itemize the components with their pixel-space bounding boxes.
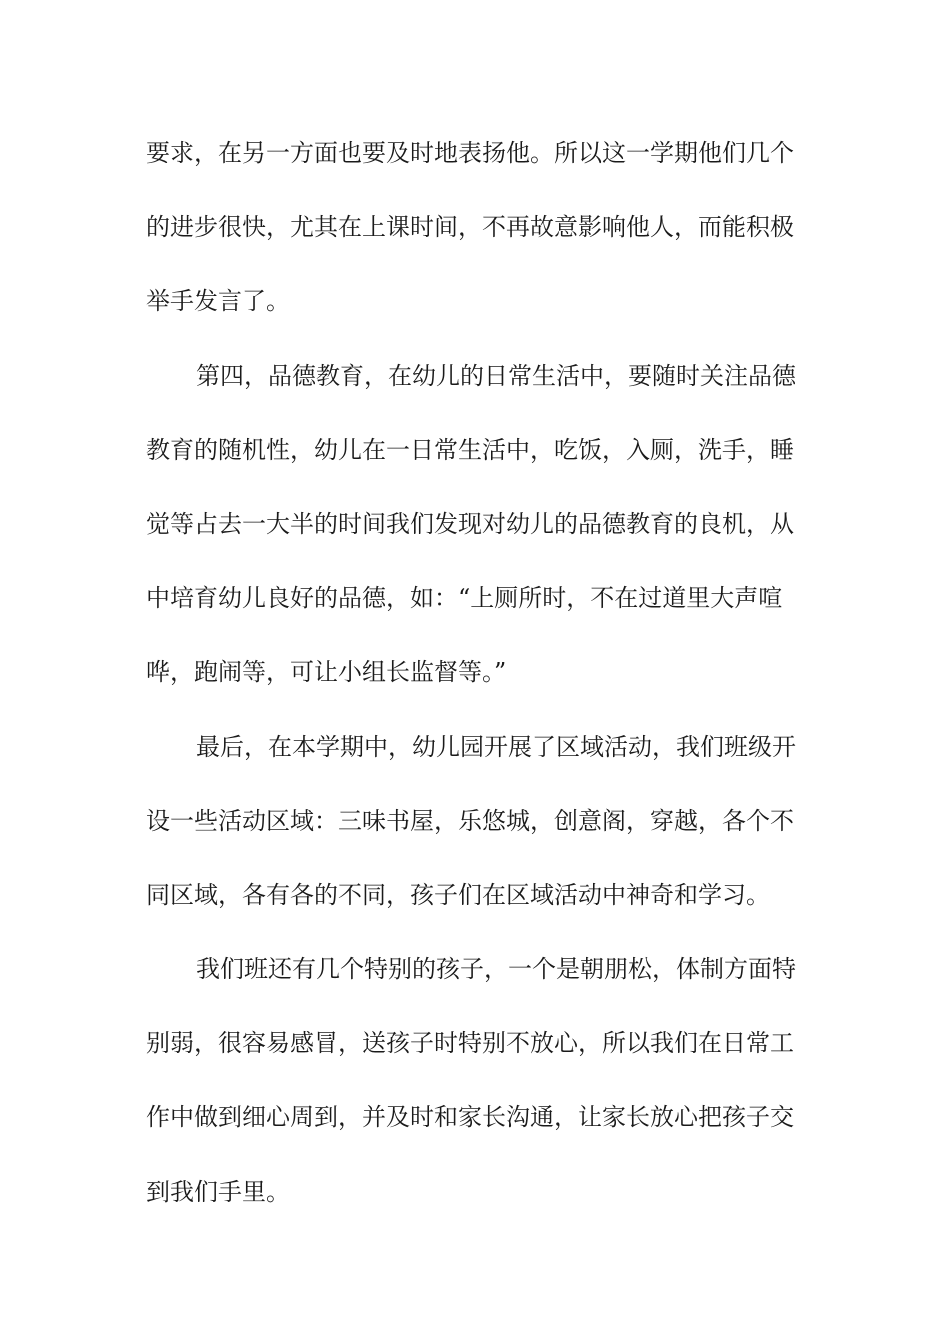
text-line: 到我们手里。 <box>146 1177 290 1206</box>
text-line: 要求，在另一方面也要及时地表扬他。所以这一学期他们几个 <box>146 139 794 167</box>
text-line: 设一些活动区域：三味书屋，乐悠城，创意阁，穿越，各个不 <box>146 806 794 835</box>
paragraph-first-line: 我们班还有几个特别的孩子，一个是朝朋松，体制方面特 <box>196 955 796 984</box>
text-line: 哗，跑闹等，可让小组长监督等。” <box>146 658 507 687</box>
paragraph-first-line: 第四，品德教育，在幼儿的日常生活中，要随时关注品德 <box>196 361 796 390</box>
text-line: 同区域，各有各的不同，孩子们在区域活动中神奇和学习。 <box>146 880 770 909</box>
text-line: 教育的随机性，幼儿在一日常生活中，吃饭，入厕，洗手，睡 <box>146 435 794 464</box>
text-line: 别弱，很容易感冒，送孩子时特别不放心，所以我们在日常工 <box>146 1029 794 1058</box>
text-line: 觉等占去一大半的时间我们发现对幼儿的品德教育的良机，从 <box>146 509 794 538</box>
text-line: 举手发言了。 <box>146 287 290 316</box>
text-line: 中培育幼儿良好的品德，如：“上厕所时，不在过道里大声喧 <box>146 584 783 613</box>
text-line: 作中做到细心周到，并及时和家长沟通，让家长放心把孩子交 <box>146 1103 794 1132</box>
paragraph-first-line: 最后，在本学期中，幼儿园开展了区域活动，我们班级开 <box>196 732 796 761</box>
text-line: 的进步很快，尤其在上课时间，不再故意影响他人，而能积极 <box>146 213 794 242</box>
document-body <box>146 116 816 1229</box>
